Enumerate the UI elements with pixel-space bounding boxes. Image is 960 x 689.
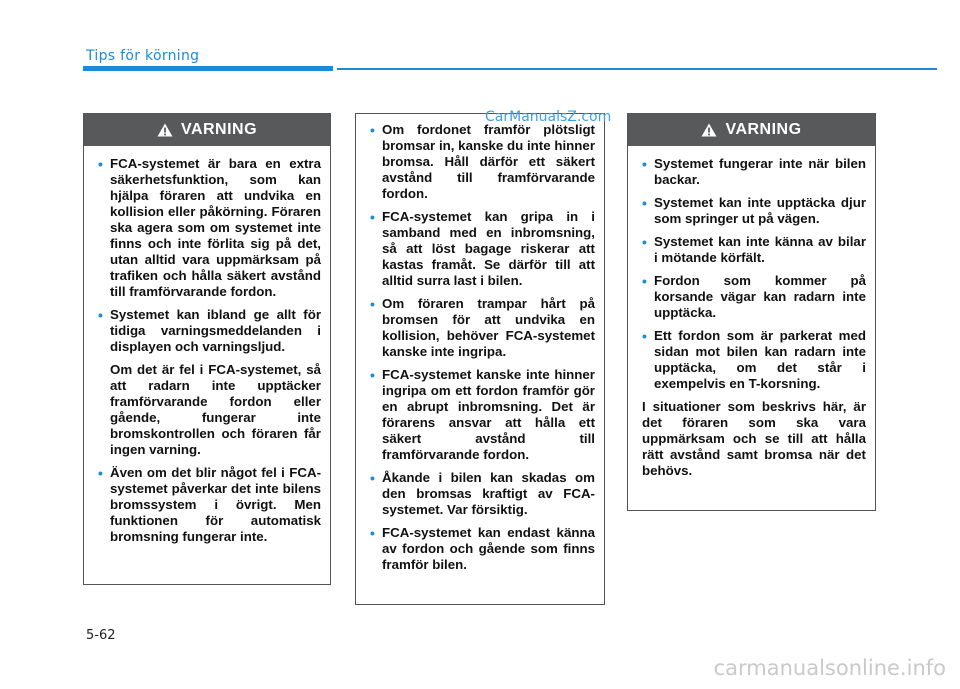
bullet-dot: • [370,122,375,138]
watermark-top[interactable]: CarManualsZ.com [485,109,612,125]
bullet-dot: • [370,296,375,312]
bullet-dot: • [370,470,375,486]
bullet-dot: • [642,328,647,344]
list-item: • FCA-systemet är bara en extra säkerhetsfunktion, som kan hjälpa föraren att undvika en kollision eller påkörning. Föraren ska agera som om systemet inte finns och inte förlita sig på det, utan alltid vara uppmärksam på trafiken och hålla säkert avstånd till framförvarande fordon. [98,156,321,299]
list-item: • FCA-systemet kanske inte hinner ingripa om ett fordon framför gör en abrupt inbromsning. Det är förarens ansvar att hålla ett säkert avstånd till framförvarande fordon. [370,367,595,462]
bullet-dot: • [642,195,647,211]
list-item: • Systemet kan inte känna av bilar i mötande körfält. [642,234,866,265]
continued-box-middle [355,113,605,605]
bullet-dot: • [370,209,375,225]
warning-box-right [627,113,876,511]
list-item: • Om fordonet framför plötsligt bromsar in, kanske du inte hinner bromsa. Håll därför ett säkert avstånd till framförvarande fordon. [370,122,595,201]
list-item: • Ett fordon som är parkerat med sidan mot bilen kan radarn inte upptäcka, om det står i exempelvis en T-korsning. [642,328,866,391]
warning-header-label: VARNING [180,121,258,138]
list-item: • Även om det blir något fel i FCA-systemet påverkar det inte bilens bromssystem i övrigt. Men funktionen för automatisk bromsning fungerar inte. [98,465,321,544]
warning-header [628,114,875,146]
list-item: • Systemet fungerar inte när bilen backar. [642,156,866,187]
bullet-dot: • [370,525,375,541]
warning-header-label: VARNING [725,121,802,138]
list-item: • Fordon som kommer på korsande vägar kan radarn inte upptäcka. [642,273,866,320]
summary-paragraph: I situationer som beskrivs här, är det föraren som ska vara uppmärksam och se till att hålla rätt avstånd samt bromsa när det behövs. [642,399,866,478]
list-item: • Om föraren trampar hårt på bromsen för att undvika en kollision, behöver FCA-systemet kanske inte ingripa. [370,296,595,359]
warning-triangle-icon [157,123,173,137]
bullet-dot: • [642,156,647,172]
list-item: • FCA-systemet kan endast känna av fordon och gående som finns framför bilen. [370,525,595,572]
section-title: Tips för körning [86,48,200,64]
list-item: • FCA-systemet kan gripa in i samband med en inbromsning, så att löst bagage riskerar att kastas framåt. Se därför till att alltid surra last i bilen. [370,209,595,288]
list-item: • Systemet kan inte upptäcka djur som springer ut på vägen. [642,195,866,226]
bullet-dot: • [98,156,103,172]
bullet-dot: • [642,234,647,250]
bullet-dot: • [98,307,103,323]
page-number: 5-62 [86,628,116,643]
list-item: • Systemet kan ibland ge allt för tidiga varningsmeddelanden i displayen och varningsljud. [98,307,321,354]
list-item: • Åkande i bilen kan skadas om den bromsas kraftigt av FCA-systemet. Var försiktig. [370,470,595,517]
bullet-dot: • [642,273,647,289]
sub-paragraph: Om det är fel i FCA-systemet, så att radarn inte upptäcker framförvarande fordon eller gående, fungerar inte bromskontrollen och föraren får ingen varning. [110,362,321,457]
bullet-dot: • [98,465,103,481]
warning-header [84,114,330,146]
header-rule-thick [83,66,333,71]
header-rule-thin [337,68,937,70]
warning-box-left [83,113,331,585]
watermark-bottom[interactable]: carmanualsonline.info [713,656,946,680]
bullet-dot: • [370,367,375,383]
warning-triangle-icon [701,123,717,137]
